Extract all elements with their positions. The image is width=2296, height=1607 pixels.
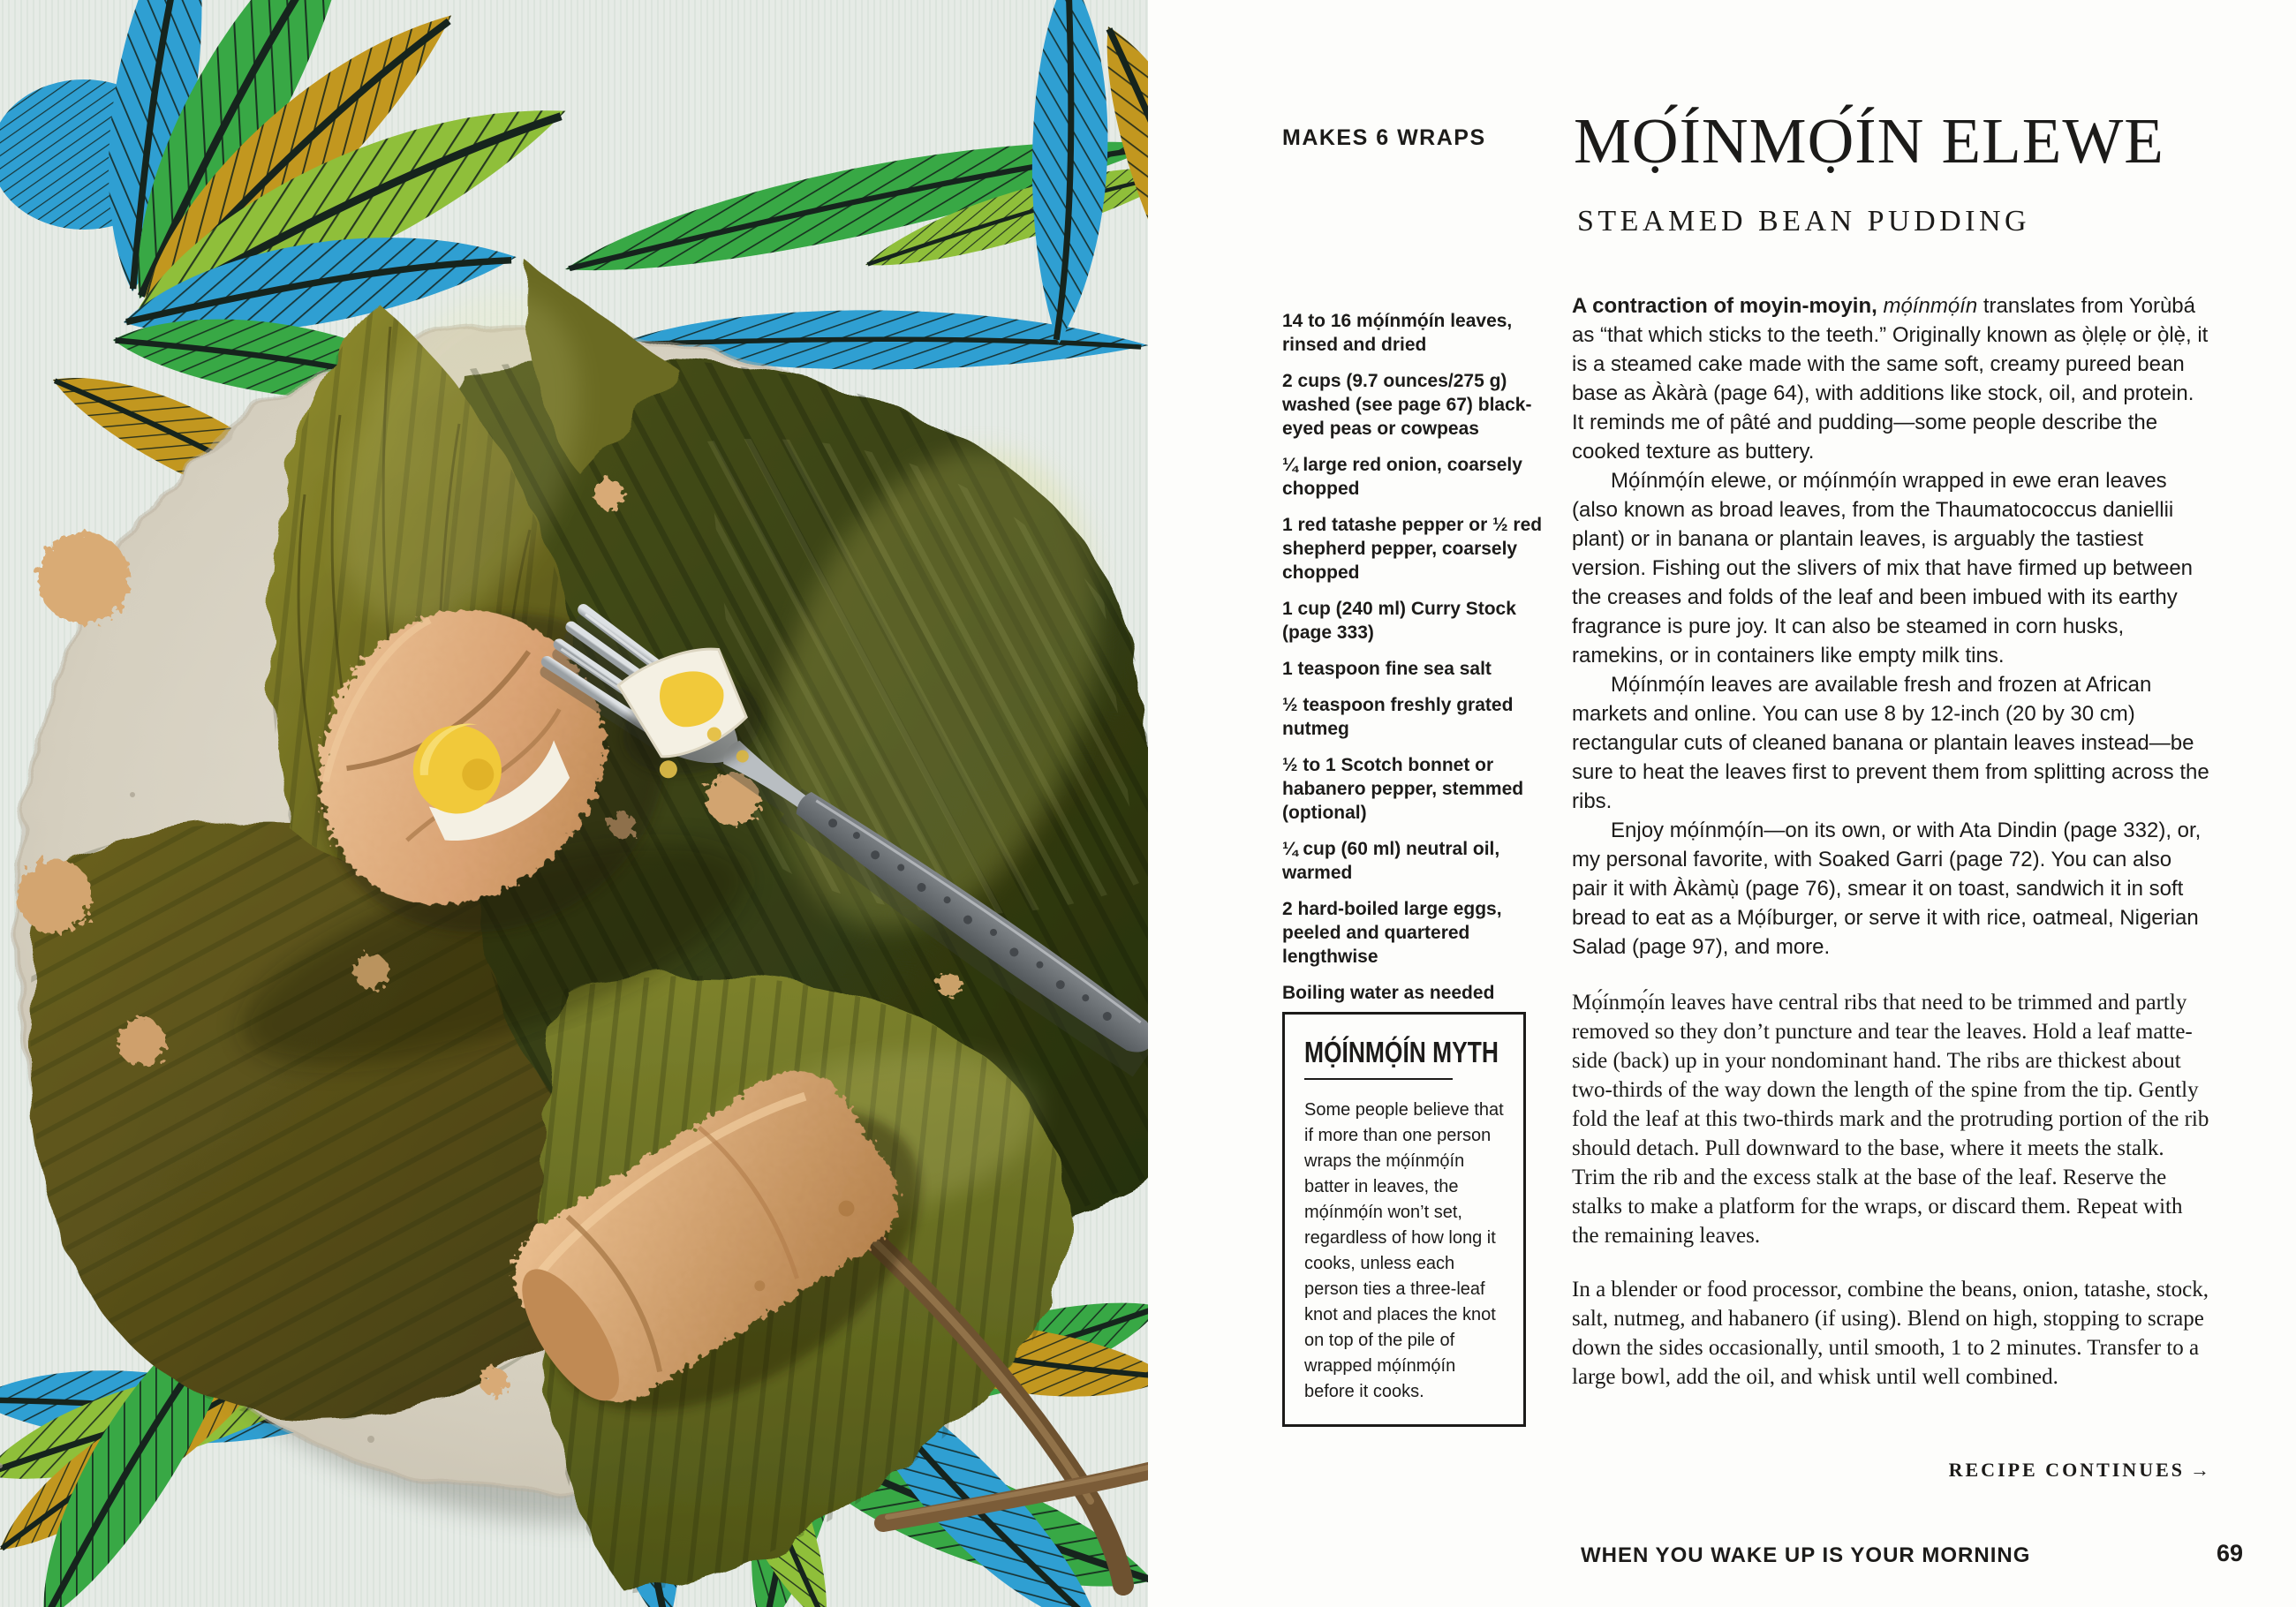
headnote-lead: A contraction of moyin-moyin,	[1572, 294, 1877, 318]
headnote-paragraph: Enjoy mọ́ínmọ́ín—on its own, or with Ata Dindin (page 332), or, my personal favorite, with Soaked Garri (page 72). You can also pair it with Àkàmụ̀ (page 76), smear it on toast, sandwich it in soft bread to eat as a Mọ́íburger, or serve it with rice, oatmeal, Nigerian Salad (page 97), and more.	[1572, 819, 2202, 959]
myth-title: MỌ́ÍNMỌ́ÍN MYTH	[1304, 1036, 1499, 1068]
arrow-right-icon: →	[2190, 1459, 2209, 1481]
headnote	[1572, 291, 2209, 962]
myth-body: Some people believe that if more than one person wraps the mọ́ínmọ́ín batter in leaves, the mọ́ínmọ́ín won’t set, regardless of how long it cooks, unless each person ties a three-leaf knot and places the knot on top of the pile of wrapped mọ́ínmọ́ín before it cooks.	[1304, 1100, 1504, 1401]
recipe-continues-note	[1581, 1459, 2209, 1482]
recipe-title: MỌ́ÍNMỌ́ÍN ELEWE	[1574, 105, 2164, 177]
recipe-subtitle: STEAMED BEAN PUDDING	[1577, 205, 2031, 238]
ingredient-item: 1 teaspoon fine sea salt	[1282, 659, 1492, 679]
running-head: WHEN YOU WAKE UP IS YOUR MORNING	[1581, 1543, 2031, 1567]
yield-label: MAKES 6 WRAPS	[1282, 125, 1486, 150]
page-number: 69	[2216, 1540, 2243, 1566]
ingredient-item: 14 to 16 mọ́ínmọ́ín leaves, rinsed and dried	[1282, 311, 1513, 355]
headnote-paragraph: Mọ́ínmọ́ín elewe, or mọ́ínmọ́ín wrapped in ewe eran leaves (also known as broad leaves, from the Thaumatococcus daniellii plant) or in banana or plantain leaves, is arguably the tastiest version. Fishing out the slivers of mix that have firmed up between the creases and folds of the leaf and been imbued with its earthy fragrance is pure joy. It can also be steamed in corn husks, ramekins, or in containers like empty milk tins.	[1572, 469, 2194, 668]
ingredient-item: 2 cups (9.7 ounces/275 g) washed (see page 67) black-eyed peas or cowpeas	[1282, 371, 1532, 439]
headnote-italic: mọ́ínmọ́ín	[1877, 294, 1983, 318]
ingredient-item: ½ to 1 Scotch bonnet or habanero pepper, stemmed (optional)	[1282, 755, 1524, 823]
recipe-continues-label: RECIPE CONTINUES	[1948, 1459, 2185, 1481]
ingredient-item: Boiling water as needed	[1282, 983, 1495, 1003]
method-steps	[1572, 988, 2209, 1392]
ingredient-item: ¼ cup (60 ml) neutral oil, warmed	[1282, 839, 1500, 883]
sidebar-myth-box	[1282, 1012, 1526, 1427]
method-paragraph: In a blender or food processor, combine the beans, onion, tatashe, stock, salt, nutmeg, and habanero (if using). Blend on high, stopping to scrape down the sides occasionally, until smooth, 1 to 2 minutes. Transfer to a large bowl, add the oil, and whisk until well combined.	[1572, 1278, 2209, 1389]
ingredient-item: ¼ large red onion, coarsely chopped	[1282, 455, 1522, 499]
ingredient-item: 1 red tatashe pepper or ½ red shepherd pepper, coarsely chopped	[1282, 515, 1543, 583]
method-paragraph: Mọ́ínmọ́ín leaves have central ribs that need to be trimmed and partly removed so they don’t puncture and tear the leaves. Hold a leaf matte-side (back) up in your nondominant hand. The ribs are thickest about two-thirds of the way down the length of the spine from the tip. Gently fold the leaf at this two-thirds mark and the protruding portion of the rib should detach. Pull downward to the base, where it meets the stalk. Trim the rib and the excess stalk at the base of the leaf. Reserve the stalks to make a platform for the wraps, or discard them. Repeat with the remaining leaves.	[1572, 991, 2209, 1248]
ingredient-item: ½ teaspoon freshly grated nutmeg	[1282, 695, 1514, 739]
headnote-rest: translates from Yorùbá as “that which sticks to the teeth.” Originally known as ọ̀lẹlẹ or ọ̀lẹ̀, it is a steamed cake made with the same soft, creamy pureed bean base as Àkàrà (page 64), with additions like stock, oil, and protein. It reminds me of pâté and pudding—some people describe the cooked texture as buttery.	[1572, 294, 2209, 464]
myth-title-rule	[1304, 1078, 1453, 1080]
ingredient-list	[1282, 309, 1547, 1017]
ingredient-item: 1 cup (240 ml) Curry Stock (page 333)	[1282, 599, 1516, 643]
headnote-paragraph	[1572, 291, 2209, 466]
headnote-paragraph: Mọ́ínmọ́ín leaves are available fresh and frozen at African markets and online. You can use 8 by 12-inch (20 by 30 cm) rectangular cuts of cleaned banana or plantain leaves instead—be sure to heat the leaves first to prevent them from splitting across the ribs.	[1572, 673, 2209, 813]
recipe-body-column	[1572, 291, 2209, 1416]
ingredient-item: 2 hard-boiled large eggs, peeled and quartered lengthwise	[1282, 899, 1502, 967]
